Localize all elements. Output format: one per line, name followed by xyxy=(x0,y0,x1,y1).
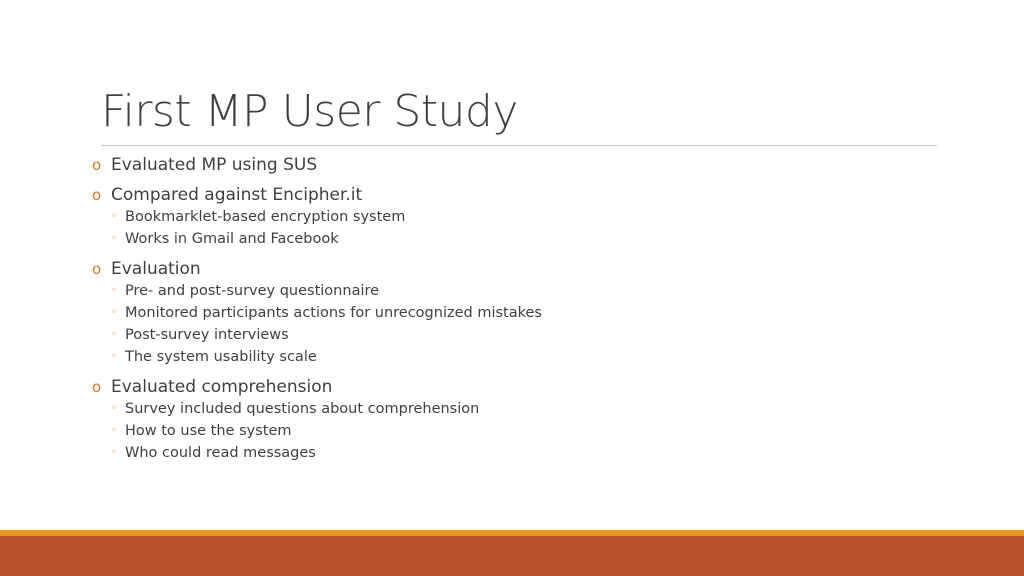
sub-bullet-icon: ◦ xyxy=(111,403,117,414)
sub-bullet-text: Bookmarklet-based encryption system xyxy=(125,209,406,225)
sub-bullet-text: Post-survey interviews xyxy=(125,327,289,343)
sub-bullet-icon: ◦ xyxy=(111,329,117,340)
sub-bullet-icon: ◦ xyxy=(111,447,117,458)
bullet-item xyxy=(92,184,932,206)
sub-bullet-item xyxy=(111,324,932,346)
sub-bullet-item xyxy=(111,442,932,464)
sub-bullet-icon: ◦ xyxy=(111,211,117,222)
sub-bullet-item xyxy=(111,420,932,442)
sub-bullet-item xyxy=(111,280,932,302)
sub-bullet-item xyxy=(111,398,932,420)
sub-bullet-text: Survey included questions about comprehension xyxy=(125,401,480,417)
bullet-icon: o xyxy=(92,260,102,278)
sub-bullet-icon: ◦ xyxy=(111,285,117,296)
sub-bullet-text: Pre- and post-survey questionnaire xyxy=(125,283,380,299)
footer-bar xyxy=(0,536,1024,576)
sub-bullet-text: The system usability scale xyxy=(125,349,317,365)
bullet-item xyxy=(92,376,932,398)
bullet-text: Evaluated comprehension xyxy=(111,377,333,397)
bullet-icon: o xyxy=(92,156,102,174)
sub-bullet-text: Works in Gmail and Facebook xyxy=(125,231,339,247)
sub-bullet-text: Monitored participants actions for unrecognized mistakes xyxy=(125,305,542,321)
bullet-item xyxy=(92,154,932,176)
sub-bullet-icon: ◦ xyxy=(111,307,117,318)
sub-bullet-icon: ◦ xyxy=(111,425,117,436)
title-divider xyxy=(101,145,937,146)
slide-title: First MP User Study xyxy=(101,86,518,137)
sub-bullet-icon: ◦ xyxy=(111,233,117,244)
bullet-group xyxy=(92,184,932,250)
sub-bullet-item xyxy=(111,302,932,324)
sub-bullet-text: Who could read messages xyxy=(125,445,316,461)
bullet-icon: o xyxy=(92,378,102,396)
sub-bullet-icon: ◦ xyxy=(111,351,117,362)
bullet-text: Evaluated MP using SUS xyxy=(111,155,318,175)
bullet-item xyxy=(92,258,932,280)
bullet-text: Evaluation xyxy=(111,259,201,279)
bullet-list xyxy=(92,154,932,472)
bullet-icon: o xyxy=(92,186,102,204)
sub-bullet-item xyxy=(111,206,932,228)
sub-bullet-item xyxy=(111,346,932,368)
bullet-text: Compared against Encipher.it xyxy=(111,185,363,205)
bullet-group xyxy=(92,376,932,464)
bullet-group xyxy=(92,258,932,368)
sub-bullet-text: How to use the system xyxy=(125,423,292,439)
bullet-group xyxy=(92,154,932,176)
sub-bullet-item xyxy=(111,228,932,250)
